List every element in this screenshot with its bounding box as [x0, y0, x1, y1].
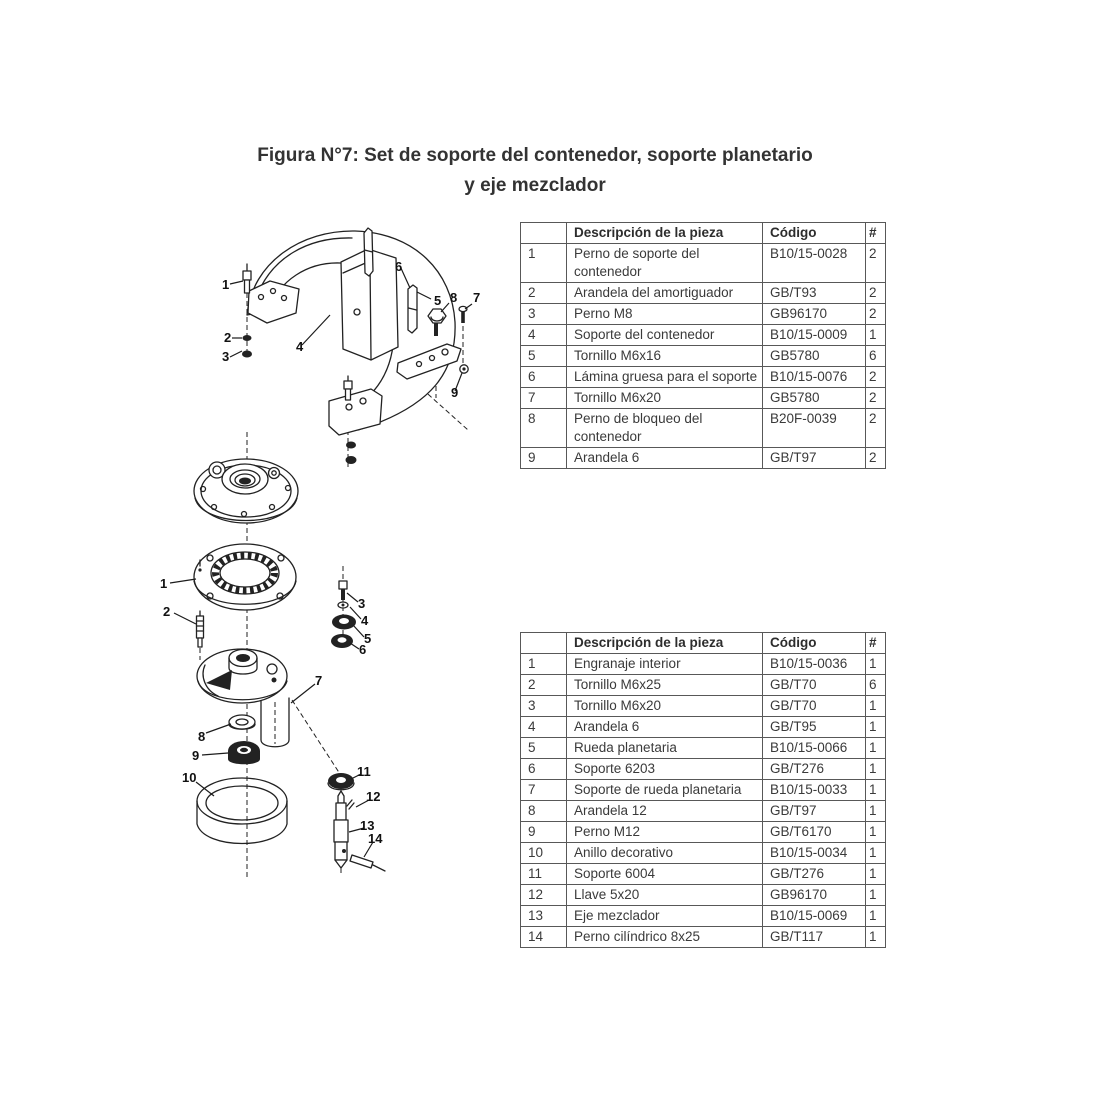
table-cell: GB5780	[763, 388, 866, 409]
table-row	[521, 843, 886, 864]
table-cell: Eje mezclador	[567, 906, 763, 927]
table-cell: 1	[866, 906, 886, 927]
table-cell: 1	[866, 885, 886, 906]
table-cell: 12	[521, 885, 567, 906]
callout-mid-5: 5	[364, 631, 372, 646]
callout-mid-14: 14	[368, 831, 383, 846]
top-flange	[194, 459, 298, 523]
table-cell: Lámina gruesa para el soporte	[567, 367, 763, 388]
figure-title-line2: y eje mezclador	[464, 175, 606, 196]
table-cell: 8	[521, 801, 567, 822]
table-cell: Arandela del amortiguador	[567, 283, 763, 304]
table-cell: GB/T97	[763, 448, 866, 469]
table-cell: 1	[866, 325, 886, 346]
table-cell: GB/T117	[763, 927, 866, 948]
table-cell: 1	[866, 654, 886, 675]
table-cell: B10/15-0036	[763, 654, 866, 675]
table-cell: 2	[866, 304, 886, 325]
table-cell: Tornillo M6x20	[567, 388, 763, 409]
table-row	[521, 654, 886, 675]
table-cell: 4	[521, 325, 567, 346]
internal-gear-part	[194, 544, 296, 610]
table-cell: Perno M8	[567, 304, 763, 325]
callout-mid-1: 1	[160, 576, 168, 591]
table-cell: Soporte 6004	[567, 864, 763, 885]
parts-table-container-support	[520, 222, 886, 469]
table-cell: GB/T276	[763, 759, 866, 780]
table-cell: GB/T6170	[763, 822, 866, 843]
table-cell: Perno de soporte del contenedor	[567, 244, 763, 283]
table-row	[521, 906, 886, 927]
table-row	[521, 801, 886, 822]
column-header	[521, 223, 567, 244]
table-cell: 2	[866, 367, 886, 388]
table-cell: 2	[866, 409, 886, 448]
table-cell: GB/T70	[763, 675, 866, 696]
table-row	[521, 304, 886, 325]
callout-top-4: 4	[296, 339, 304, 354]
table-row	[521, 448, 886, 469]
table-cell: B20F-0039	[763, 409, 866, 448]
table-cell: 1	[521, 654, 567, 675]
table-cell: Arandela 12	[567, 801, 763, 822]
washer6-part	[460, 365, 468, 373]
column-header: Código	[763, 633, 866, 654]
table-cell: 7	[521, 780, 567, 801]
table-row	[521, 885, 886, 906]
callout-mid-10: 10	[182, 770, 197, 785]
callout-top-3: 3	[222, 349, 230, 364]
table-cell: Arandela 6	[567, 717, 763, 738]
table-row	[521, 346, 886, 367]
table-cell: GB/T95	[763, 717, 866, 738]
figure-title-line1: Figura N°7: Set de soporte del contenedor, soporte planetario	[257, 145, 813, 166]
table-cell: 2	[521, 675, 567, 696]
figure-title	[150, 141, 920, 201]
table-cell: 1	[866, 843, 886, 864]
table-row	[521, 696, 886, 717]
table-cell: 1	[521, 244, 567, 283]
table-cell: 3	[521, 304, 567, 325]
table-row	[521, 244, 886, 283]
table-cell: B10/15-0076	[763, 367, 866, 388]
washer-parts	[242, 335, 252, 358]
callout-mid-2: 2	[163, 604, 171, 619]
table-cell: 10	[521, 843, 567, 864]
washer12-part	[229, 715, 255, 729]
support-pin-part	[364, 228, 373, 276]
table-cell: B10/15-0028	[763, 244, 866, 283]
column-header: Descripción de la pieza	[567, 223, 763, 244]
support-bolt-part	[243, 264, 251, 293]
callout-mid-7: 7	[315, 673, 323, 688]
table-row	[521, 325, 886, 346]
column-header: #	[866, 223, 886, 244]
table-cell: Perno cilíndrico 8x25	[567, 927, 763, 948]
table-cell: GB/T93	[763, 283, 866, 304]
thick-plate-part	[408, 285, 417, 333]
table-cell: 9	[521, 822, 567, 843]
column-header	[521, 633, 567, 654]
table-cell: B10/15-0034	[763, 843, 866, 864]
table-cell: Rueda planetaria	[567, 738, 763, 759]
table-cell: 6	[866, 346, 886, 367]
table-cell: 1	[866, 696, 886, 717]
callout-mid-8: 8	[198, 729, 206, 744]
table-cell: Perno M12	[567, 822, 763, 843]
table-cell: 5	[521, 346, 567, 367]
decorative-ring-part	[197, 778, 287, 844]
planetary-support-part	[197, 649, 289, 747]
table-cell: Soporte 6203	[567, 759, 763, 780]
callout-mid-3: 3	[358, 596, 366, 611]
table-cell: GB/T97	[763, 801, 866, 822]
table-cell: 2	[521, 283, 567, 304]
callout-top-7: 7	[473, 290, 481, 305]
bearing-6004-part	[328, 773, 354, 790]
table-cell: B10/15-0009	[763, 325, 866, 346]
table-row	[521, 822, 886, 843]
table-cell: 1	[866, 759, 886, 780]
callout-mid-9: 9	[192, 748, 200, 763]
table-cell: GB/T70	[763, 696, 866, 717]
table-cell: GB5780	[763, 346, 866, 367]
bolt-m6x25-part	[197, 611, 204, 647]
table-cell: 1	[866, 864, 886, 885]
table-cell: Perno de bloqueo del contenedor	[567, 409, 763, 448]
callout-mid-4: 4	[361, 613, 369, 628]
table-row	[521, 675, 886, 696]
table-cell: Soporte del contenedor	[567, 325, 763, 346]
table-cell: 8	[521, 409, 567, 448]
callout-top-5: 5	[434, 293, 442, 308]
table-cell: 2	[866, 283, 886, 304]
parts-table-planetary-mixer	[520, 632, 886, 948]
column-header: #	[866, 633, 886, 654]
table-row	[521, 759, 886, 780]
table-cell: 2	[866, 244, 886, 283]
nut-m12-part	[228, 741, 260, 764]
table-row	[521, 283, 886, 304]
column-header: Descripción de la pieza	[567, 633, 763, 654]
table-row	[521, 927, 886, 948]
callout-mid-11: 11	[357, 764, 371, 779]
table-row	[521, 864, 886, 885]
callout-top-9: 9	[451, 385, 459, 400]
table-cell: 1	[866, 822, 886, 843]
cylindrical-pin-part	[350, 855, 385, 871]
table-row	[521, 367, 886, 388]
table-cell: 7	[521, 388, 567, 409]
table-cell: 6	[521, 759, 567, 780]
table-cell: 1	[866, 738, 886, 759]
table-cell: 1	[866, 927, 886, 948]
callout-top-2: 2	[224, 330, 232, 345]
table-cell: Soporte de rueda planetaria	[567, 780, 763, 801]
table-cell: 11	[521, 864, 567, 885]
table-cell: Anillo decorativo	[567, 843, 763, 864]
table-cell: Arandela 6	[567, 448, 763, 469]
table-cell: 1	[866, 717, 886, 738]
table-cell: B10/15-0033	[763, 780, 866, 801]
column-header: Código	[763, 223, 866, 244]
table-cell: 13	[521, 906, 567, 927]
table-cell: B10/15-0069	[763, 906, 866, 927]
table-cell: 1	[866, 780, 886, 801]
callout-mid-13: 13	[360, 818, 375, 833]
table-row	[521, 409, 886, 448]
table-cell: Engranaje interior	[567, 654, 763, 675]
table-cell: Tornillo M6x16	[567, 346, 763, 367]
exploded-parts-diagram	[140, 210, 520, 880]
table-cell: 9	[521, 448, 567, 469]
callout-top-8: 8	[450, 290, 458, 305]
table-cell: Tornillo M6x20	[567, 696, 763, 717]
table-header-row	[521, 633, 886, 654]
callout-mid-6: 6	[359, 642, 367, 657]
table-header-row	[521, 223, 886, 244]
callout-top-6: 6	[395, 259, 403, 274]
table-cell: 3	[521, 696, 567, 717]
table-cell: 2	[866, 448, 886, 469]
table-cell: 4	[521, 717, 567, 738]
table-cell: 6	[866, 675, 886, 696]
callout-top-1: 1	[222, 277, 230, 292]
table-row	[521, 738, 886, 759]
table-row	[521, 388, 886, 409]
table-cell: 1	[866, 801, 886, 822]
container-support-bracket	[247, 231, 461, 435]
table-cell: Llave 5x20	[567, 885, 763, 906]
table-cell: 5	[521, 738, 567, 759]
table-cell: Tornillo M6x25	[567, 675, 763, 696]
table-cell: 14	[521, 927, 567, 948]
table-cell: 2	[866, 388, 886, 409]
table-cell: 6	[521, 367, 567, 388]
table-row	[521, 780, 886, 801]
table-cell: GB96170	[763, 885, 866, 906]
table-row	[521, 717, 886, 738]
table-cell: GB96170	[763, 304, 866, 325]
table-cell: B10/15-0066	[763, 738, 866, 759]
table-cell: GB/T276	[763, 864, 866, 885]
callout-mid-12: 12	[366, 789, 381, 804]
